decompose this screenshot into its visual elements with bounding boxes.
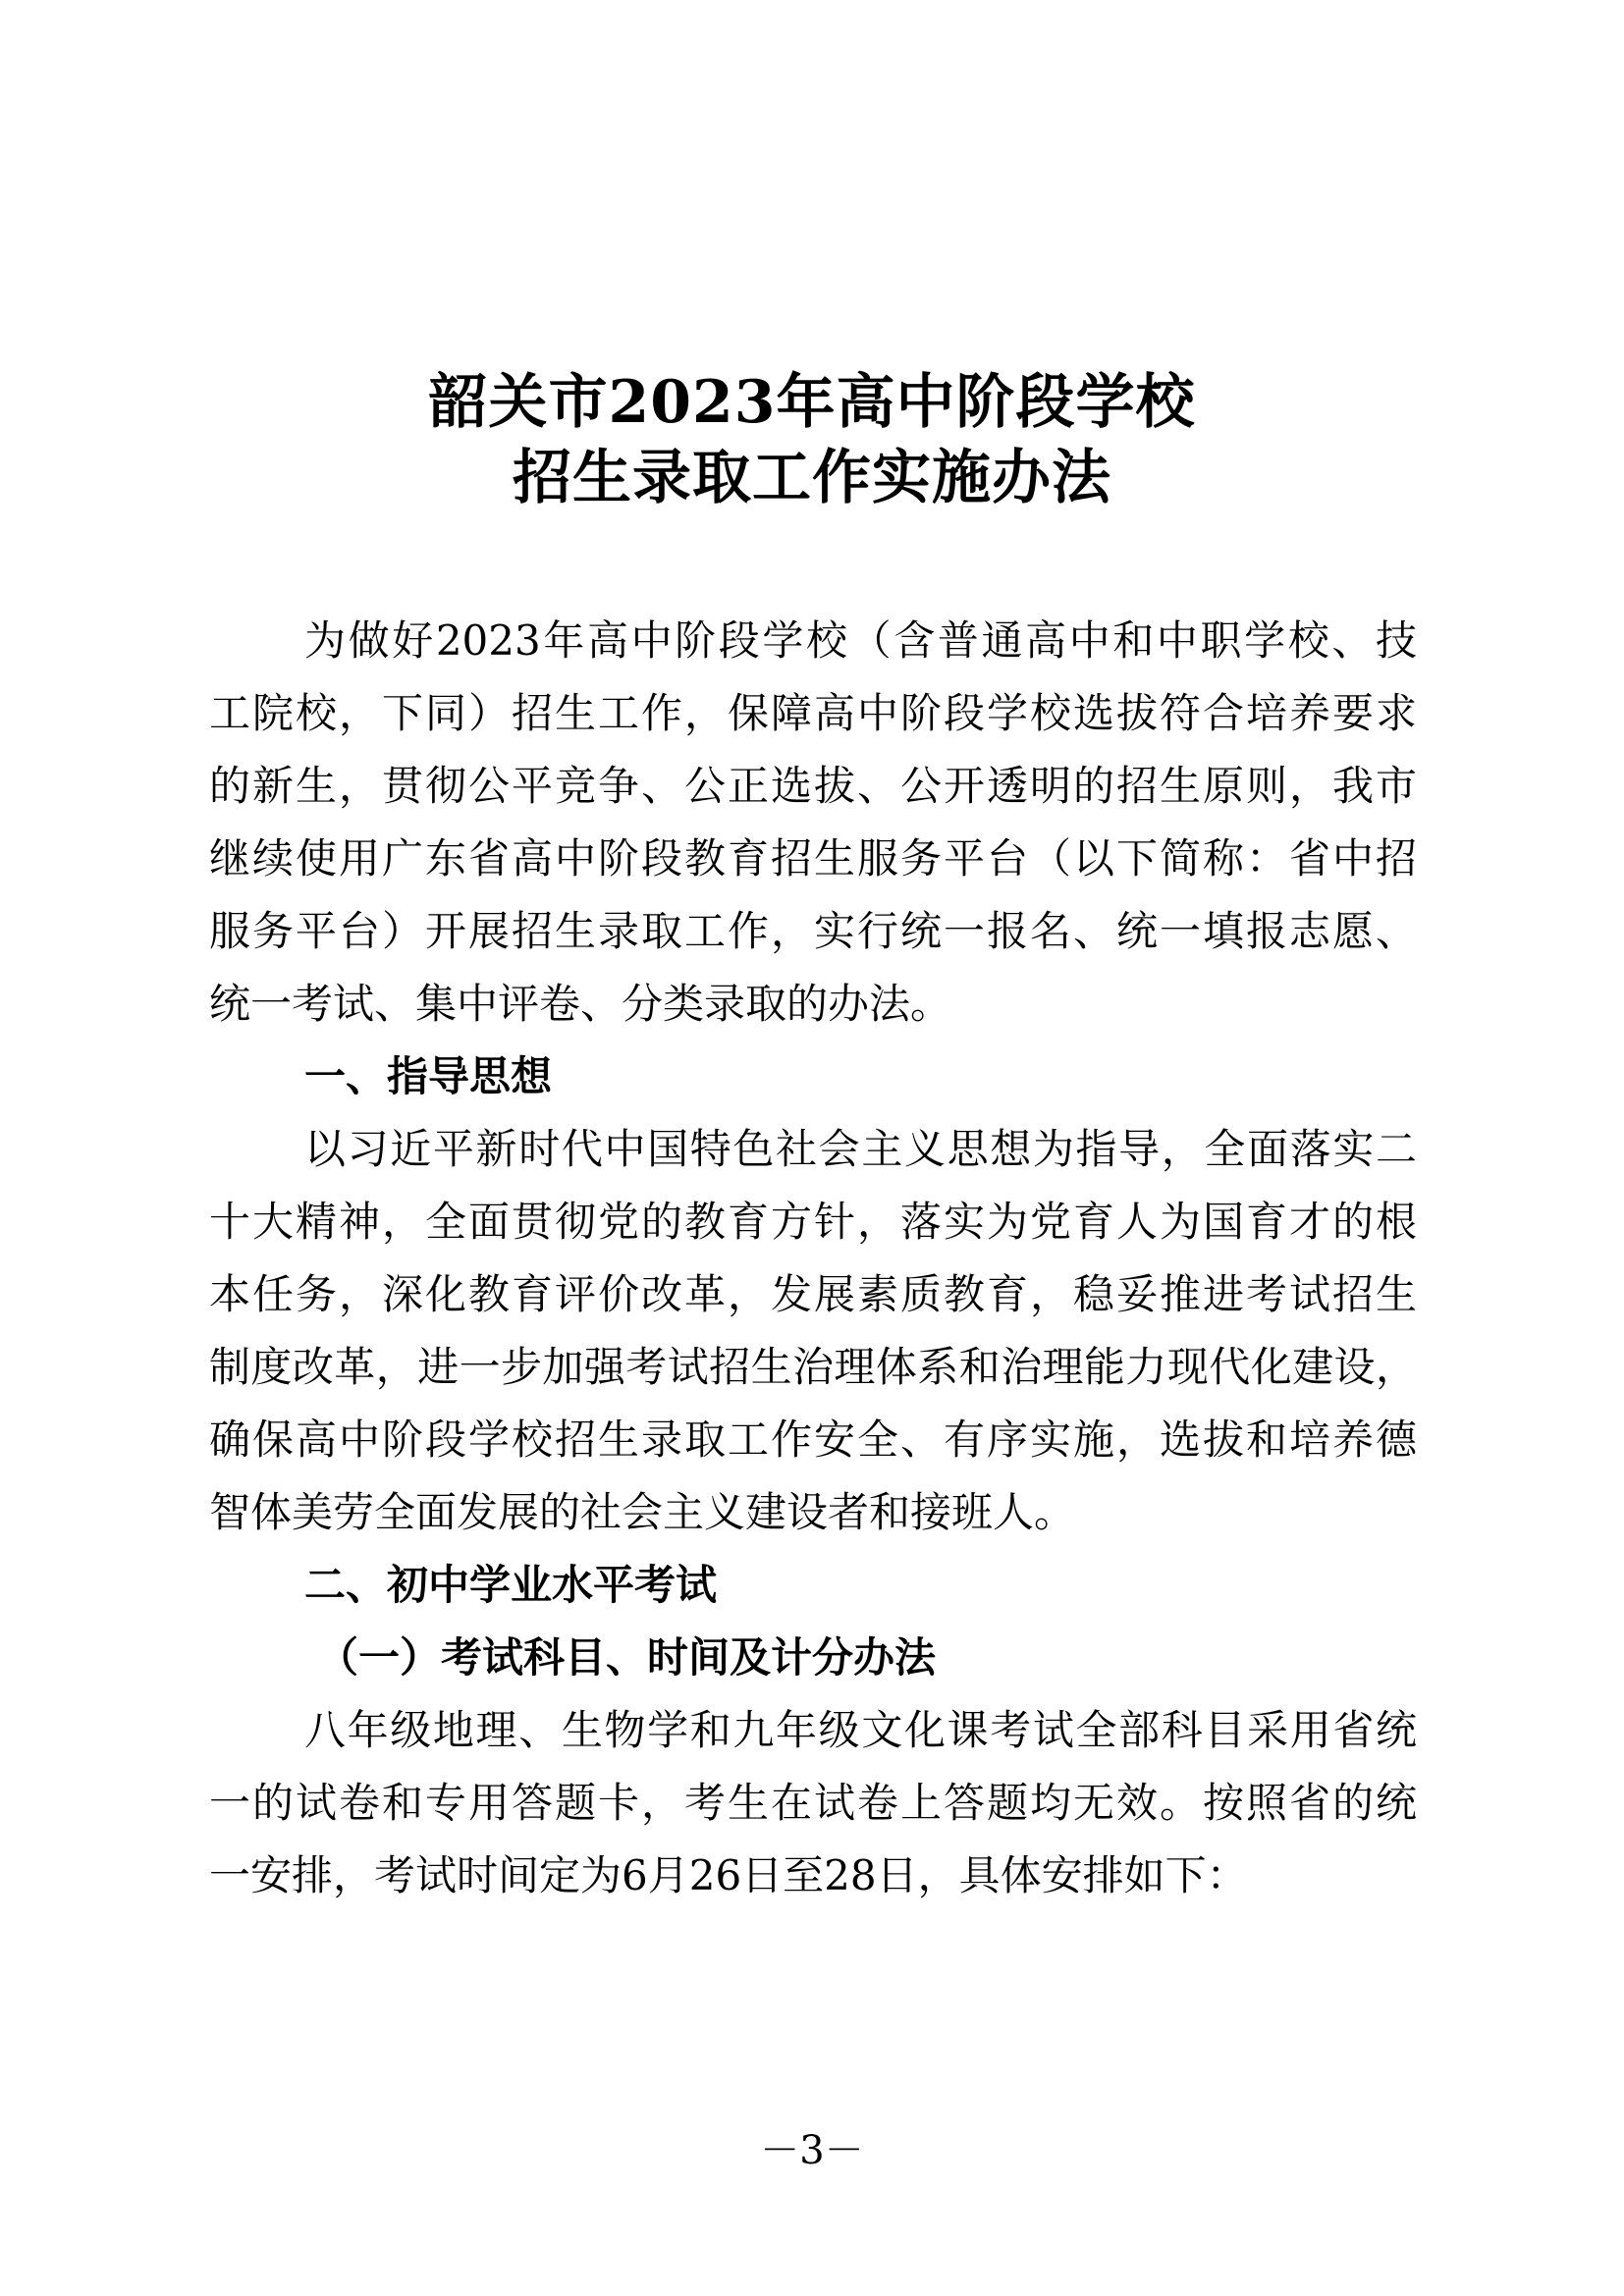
section1-line: 确保高中阶段学校招生录取工作安全、有序实施，选拔和培养德 (209, 1415, 1417, 1464)
section1-line: 以习近平新时代中国特色社会主义思想为指导，全面落实二 (304, 1125, 1417, 1173)
section1-line: 制度改革，进一步加强考试招生治理体系和治理能力现代化建设， (209, 1343, 1417, 1391)
section1-line: 智体美劳全面发展的社会主义建设者和接班人。 (209, 1488, 1076, 1536)
document-title-line2: 招生录取工作实施办法 (513, 444, 1111, 512)
section2-sub1-line: 一安排，考试时间定为6月26日至28日，具体安排如下： (209, 1851, 1248, 1899)
section1-heading: 一、指导思想 (304, 1052, 553, 1100)
section1-line: 本任务，深化教育评价改革，发展素质教育，稳妥推进考试招生 (209, 1270, 1417, 1318)
intro-line: 为做好2023年高中阶段学校（含普通高中和中职学校、技 (304, 616, 1417, 665)
intro-line: 统一考试、集中评卷、分类录取的办法。 (209, 980, 952, 1028)
intro-line: 服务平台）开展招生录取工作，实行统一报名、统一填报志愿、 (209, 907, 1417, 955)
intro-line: 继续使用广东省高中阶段教育招生服务平台（以下简称：省中招 (209, 834, 1417, 882)
section2-heading: 二、初中学业水平考试 (304, 1561, 718, 1609)
document-body (209, 605, 1417, 1912)
section2-sub1-line: 八年级地理、生物学和九年级文化课考试全部科目采用省统 (304, 1706, 1417, 1754)
section2-sub1-line: 一的试卷和专用答题卡，考生在试卷上答题均无效。按照省的统 (209, 1779, 1417, 1827)
section2-sub1-heading: （一）考试科目、时间及计分办法 (317, 1633, 937, 1682)
document-title-line1: 韶关市2023年高中阶段学校 (428, 368, 1196, 437)
page-number: －3－ (760, 2128, 864, 2173)
section1-line: 十大精神，全面贯彻党的教育方针，落实为党育人为国育才的根 (209, 1198, 1417, 1246)
intro-line: 工院校，下同）招生工作，保障高中阶段学校选拔符合培养要求 (209, 689, 1417, 737)
intro-line: 的新生，贯彻公平竞争、公正选拔、公开透明的招生原则，我市 (209, 762, 1417, 810)
